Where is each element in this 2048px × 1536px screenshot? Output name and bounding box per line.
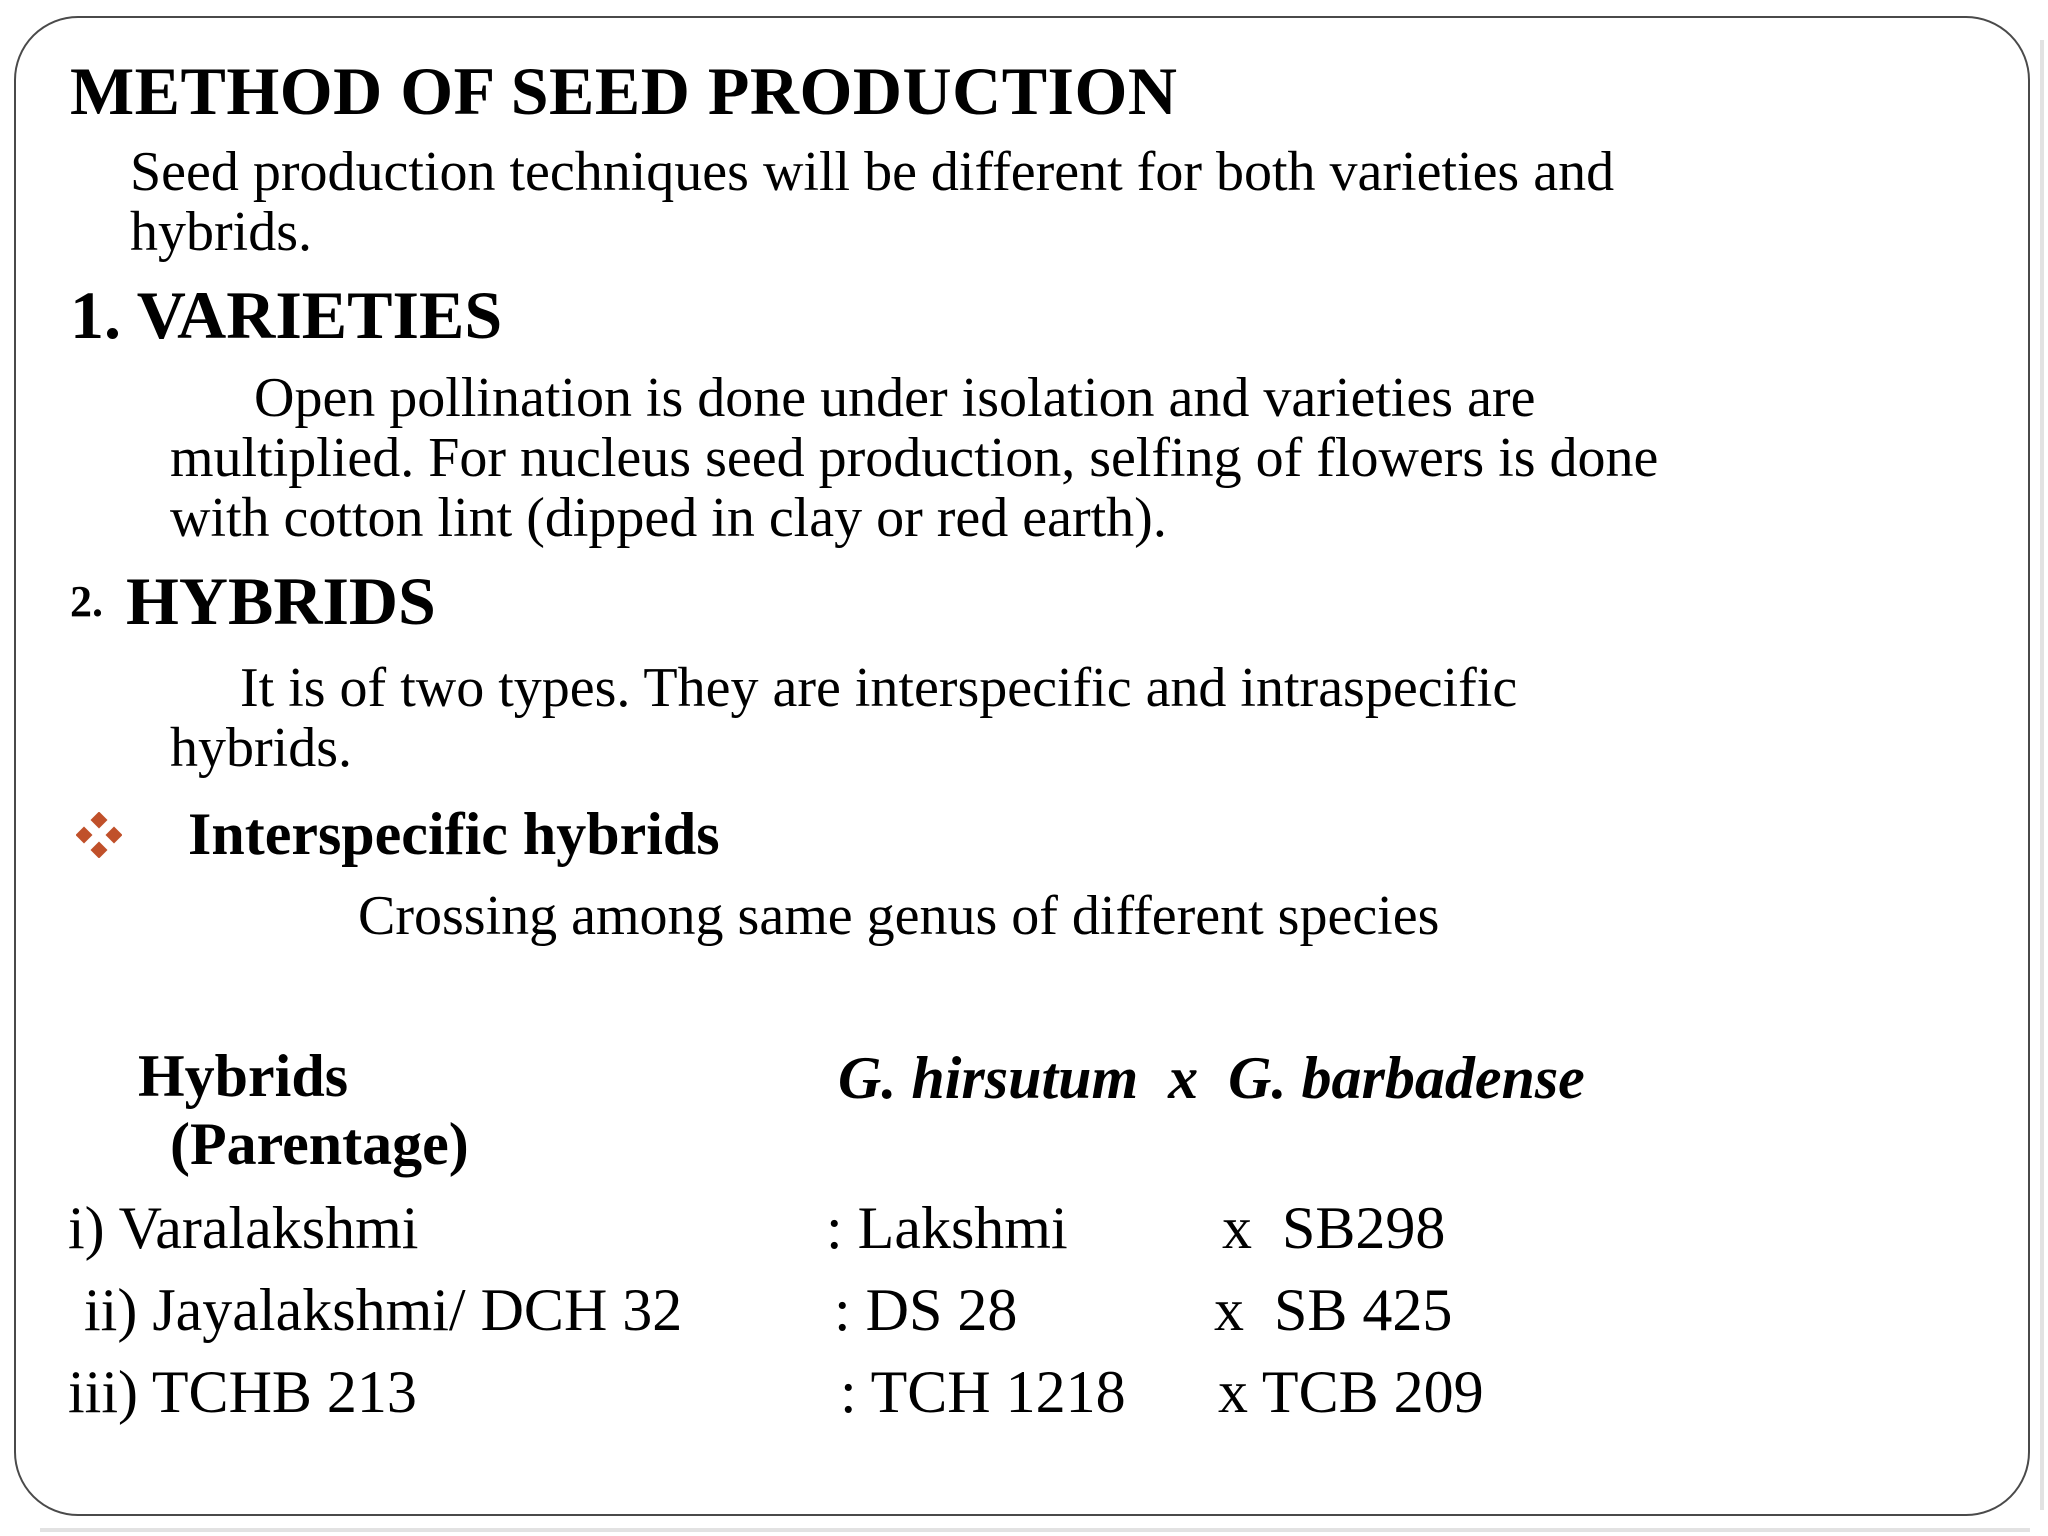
diamond-bullet-icon (76, 812, 122, 858)
table-row-parent2: x TCB 209 (1218, 1359, 1484, 1425)
varieties-line: with cotton lint (dipped in clay or red earth). (170, 487, 1167, 549)
frame-shadow-bottom (40, 1528, 2030, 1532)
table-row-parent2: x SB298 (1222, 1195, 1446, 1261)
table-row-hybrid: iii) TCHB 213 (68, 1359, 417, 1425)
varieties-line: multiplied. For nucleus seed production, selfing of flowers is done (170, 427, 1659, 489)
table-row-hybrid: ii) Jayalakshmi/ DCH 32 (84, 1277, 683, 1343)
varieties-line: Open pollination is done under isolation and varieties are (170, 367, 1536, 429)
interspecific-definition: Crossing among same genus of different species (358, 885, 1440, 947)
varieties-paragraph (170, 368, 1658, 548)
table-row-hybrid: i) Varalakshmi (68, 1195, 419, 1261)
table-row-parent1: : Lakshmi (826, 1195, 1068, 1261)
table-header-species-cross: G. hirsutum x G. barbadense (838, 1045, 1585, 1111)
slide-title: METHOD OF SEED PRODUCTION (70, 53, 1178, 129)
table-row-parent1: : TCH 1218 (840, 1359, 1126, 1425)
intro-line: Seed production techniques will be different for both varieties and (130, 141, 1615, 203)
hybrids-line: It is of two types. They are interspecific and intraspecific (170, 657, 1518, 719)
frame-shadow-right (2040, 40, 2044, 1510)
varieties-heading: 1. VARIETIES (70, 277, 503, 353)
hybrids-paragraph (170, 658, 1517, 778)
intro-line: hybrids. (130, 201, 312, 263)
intro-paragraph (130, 142, 1614, 262)
table-header-parentage: (Parentage) (170, 1111, 469, 1177)
hybrids-number: 2. (70, 577, 103, 626)
table-header-hybrids: Hybrids (138, 1043, 349, 1109)
hybrids-heading: HYBRIDS (126, 563, 436, 639)
table-row-parent2: x SB 425 (1214, 1277, 1453, 1343)
table-row-parent1: : DS 28 (834, 1277, 1018, 1343)
hybrids-line: hybrids. (170, 717, 352, 779)
interspecific-heading: Interspecific hybrids (188, 801, 720, 867)
